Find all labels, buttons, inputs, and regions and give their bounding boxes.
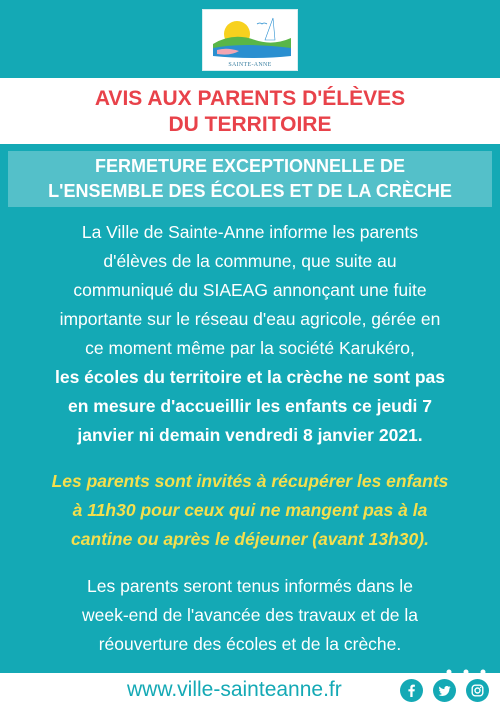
twitter-icon[interactable]	[433, 679, 456, 702]
subtitle-banner	[8, 151, 492, 207]
pickup-line: Les parents sont invités à récupérer les enfants	[51, 471, 449, 491]
intro-line: ce moment même par la société Karukéro,	[85, 338, 415, 358]
closing-line: réouverture des écoles et de la crèche.	[98, 634, 402, 654]
page-title-line-2: DU TERRITOIRE	[168, 113, 332, 136]
intro-line: communiqué du SIAEAG annonçant une fuite	[73, 280, 427, 300]
intro-line: La Ville de Sainte-Anne informe les parents	[81, 222, 419, 242]
sainte-anne-logo	[202, 9, 298, 71]
closing-line: Les parents seront tenus informés dans le	[87, 576, 413, 596]
closing-line: week-end de l'avancée des travaux et de la	[81, 605, 419, 625]
page-title-line-1: AVIS AUX PARENTS D'ÉLÈVES	[94, 87, 406, 110]
intro-line: d'élèves de la commune, que suite au	[103, 251, 397, 271]
intro-bold-line: janvier ni demain vendredi 8 janvier 2021.	[77, 425, 423, 445]
pickup-line: à 11h30 pour ceux qui ne mangent pas à la	[72, 500, 428, 520]
website-link[interactable]: www.ville-sainteanne.fr	[127, 678, 342, 701]
footer-bar	[0, 673, 500, 707]
subtitle-line-1: FERMETURE EXCEPTIONNELLE DE	[94, 156, 406, 176]
intro-line: importante sur le réseau d'eau agricole, gérée en	[59, 309, 441, 329]
pickup-line: cantine ou après le déjeuner (avant 13h30).	[71, 529, 429, 549]
facebook-icon[interactable]	[400, 679, 423, 702]
instagram-icon[interactable]	[466, 679, 489, 702]
subtitle-line-2: L'ENSEMBLE DES ÉCOLES ET DE LA CRÈCHE	[48, 181, 452, 201]
intro-bold-line: en mesure d'accueillir les enfants ce jeudi 7	[67, 396, 433, 416]
logo-caption: SAINTE-ANNE	[228, 62, 272, 68]
title-banner	[0, 78, 500, 144]
intro-bold-line: les écoles du territoire et la crèche ne sont pas	[54, 367, 446, 387]
